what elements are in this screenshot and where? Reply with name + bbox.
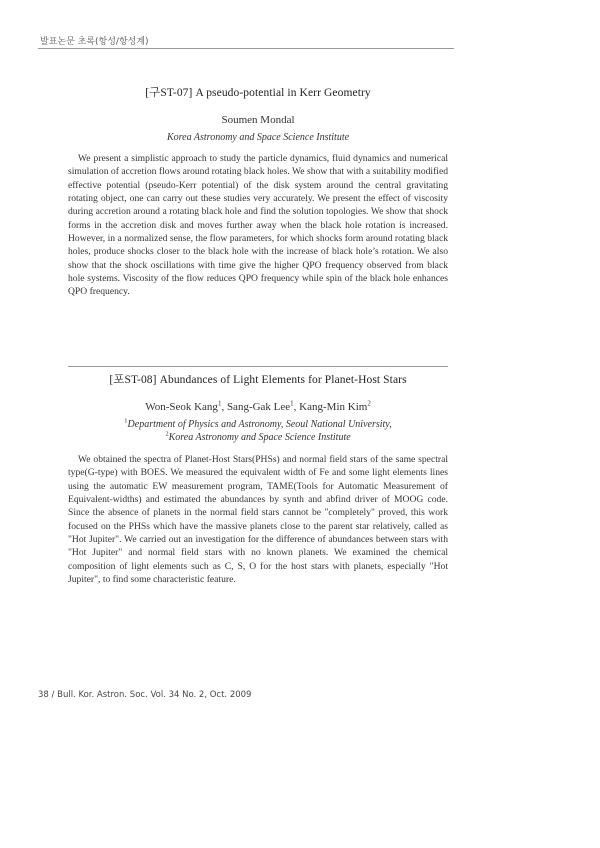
paper-divider <box>68 366 448 367</box>
paper-1-title: A pseudo-potential in Kerr Geometry <box>195 87 371 99</box>
paper-2-author-2: Sang-Gak Lee <box>226 401 291 413</box>
paper-2-author-3: Kang-Min Kim <box>299 401 368 413</box>
paper-2-affiliation-1-text: Department of Physics and Astronomy, Seoul National University, <box>127 419 392 430</box>
header-divider <box>38 48 454 49</box>
paper-2-author-3-sup: 2 <box>367 399 371 408</box>
paper-1-authors <box>68 114 448 126</box>
paper-2-authors: Won-Seok Kang$^1$, Sang-Gak Lee$^1$, Kang-Min Kim$^2$ <box>145 399 371 413</box>
paper-2-affiliation-2 <box>68 431 448 444</box>
paper-2-affiliation-1 <box>68 418 448 431</box>
paper-2-title: Abundances of Light Elements for Planet-Host Stars <box>159 374 407 386</box>
page-footer: 38 / Bull. Kor. Astron. Soc. Vol. 34 No. 2, Oct. 2009 <box>38 690 252 700</box>
paper-1-affiliation: Korea Astronomy and Space Science Institute <box>166 132 350 143</box>
paper-1-abstract: We present a simplistic approach to study the particle dynamics, fluid dynamics and numerical simulation of accretion flows around rotating black holes. We show that with a suitability modified effective potential (pseudo-Kerr potential) of the disk system around the central gravitating rotating object, one can carry out these studies very accurately. We present the effect of viscosity during accretion around a rotating black hole and find the solution topologies. We show that shock forms in the accretion disk and moves further away when the black hole rotation is increased. However, in a normalized sense, the flow parameters, for which shocks form around rotating black holes, produce shocks closer to the black hole with the increase of black hole’s rotation. We also show that the shock oscillations with time give the higher QPO frequency observed from black hole systems. Viscosity of the flow reduces QPO frequency while spin of the black hole enhances QPO frequency. <box>68 153 448 298</box>
paper-1-author-1: Soumen Mondal <box>221 114 295 126</box>
paper-1-title-line <box>68 84 448 100</box>
paper-2-author-2-sup: 1 <box>290 399 294 408</box>
paper-2-affiliation-2-sup: 2 <box>165 430 169 438</box>
journal-citation: Bull. Kor. Astron. Soc. Vol. 34 No. 2, Oct. 2009 <box>57 690 252 700</box>
running-head: 발표논문 초록(항성/항성계) <box>40 37 149 47</box>
paper-2-title-line <box>68 371 448 387</box>
paper-2-affiliation-1-sup: 1 <box>124 417 128 425</box>
paper-2-affiliation-2-text: Korea Astronomy and Space Science Institute <box>168 432 351 443</box>
paper-1-code: [구ST-07] <box>145 87 193 99</box>
page-number: 38 <box>38 690 49 700</box>
paper-2-author-1: Won-Seok Kang <box>145 401 218 413</box>
paper-2-code: [포ST-08] <box>109 374 157 386</box>
paper-2-author-1-sup: 1 <box>217 399 222 408</box>
paper-2-abstract: We obtained the spectra of Planet-Host Stars(PHSs) and normal field stars of the same spectral type(G-type) with BOES. We measured the equivalent width of Fe and some light elements lines using the automatic EW measurement program, TAME(Tools for Automatic Measurement of Equivalent-widths) and estimated the abundances by synth and abfind driver of MOOG code. Since the absence of planets in the normal field stars cannot be "completely" proved, this work focused on the PHSs which have the massive planets close to the parent star relatively, called as "Hot Jupiter". We carried out an investigation for the difference of abundances between stars with "Hot Jupiter" and normal field stars with no known planets. We examined the chemical composition of light elements such as C, S, O for the host stars with planets, especially "Hot Jupiter", to find some characteristic feature. <box>68 454 448 586</box>
